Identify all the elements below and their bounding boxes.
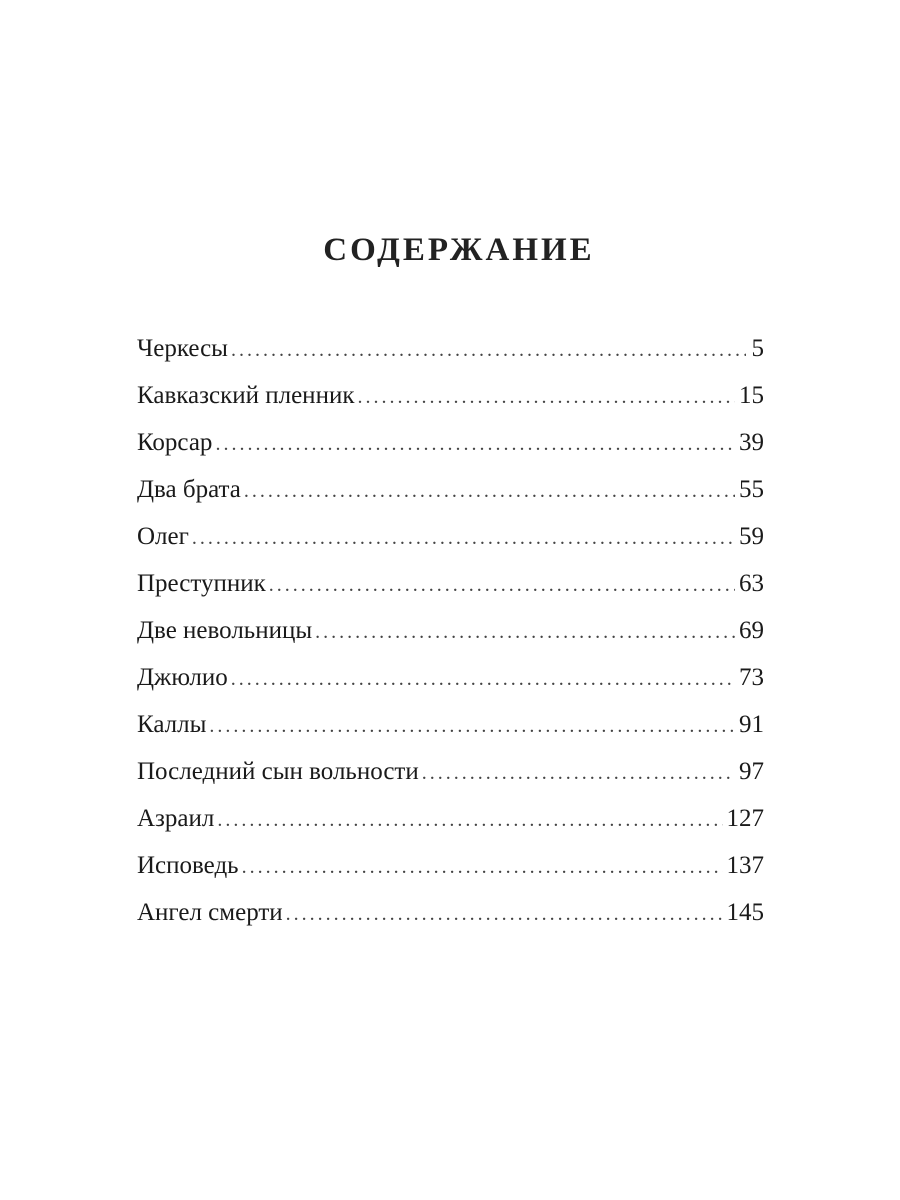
toc-entry-title: Преступник [137, 570, 266, 597]
toc-page-number: 63 [739, 570, 764, 597]
dot-leader [244, 472, 735, 510]
dot-leader [231, 660, 735, 698]
toc-page-number: 91 [739, 711, 764, 738]
toc-entry [137, 753, 764, 800]
table-of-contents [137, 330, 764, 941]
toc-page-number: 55 [739, 476, 764, 503]
toc-entry [137, 894, 764, 941]
toc-entry-title: Исповедь [137, 852, 239, 879]
toc-entry [137, 330, 764, 377]
toc-entry-title: Олег [137, 523, 189, 550]
toc-entry [137, 659, 764, 706]
toc-entry-title: Корсар [137, 429, 213, 456]
dot-leader [231, 331, 746, 369]
toc-page-number: 137 [726, 852, 764, 879]
dot-leader [357, 378, 735, 416]
dot-leader [242, 848, 723, 886]
toc-entry-title: Две невольницы [137, 617, 313, 644]
toc-entry [137, 800, 764, 847]
dot-leader [217, 801, 722, 839]
toc-entry [137, 424, 764, 471]
toc-entry-title: Два брата [137, 476, 241, 503]
toc-entry-title: Ангел смерти [137, 899, 283, 926]
toc-entry [137, 706, 764, 753]
toc-page-number: 145 [726, 899, 764, 926]
toc-entry [137, 612, 764, 659]
toc-page-number: 39 [739, 429, 764, 456]
toc-entry [137, 565, 764, 612]
toc-entry-title: Черкесы [137, 335, 228, 362]
toc-page-number: 5 [751, 335, 764, 362]
toc-entry [137, 471, 764, 518]
dot-leader [422, 754, 735, 792]
dot-leader [192, 519, 735, 557]
toc-page-number: 15 [739, 382, 764, 409]
toc-page-number: 69 [739, 617, 764, 644]
dot-leader [315, 613, 735, 651]
toc-entry [137, 377, 764, 424]
toc-page-number: 73 [739, 664, 764, 691]
page-title: СОДЕРЖАНИЕ [323, 232, 595, 268]
toc-entry-title: Каллы [137, 711, 207, 738]
toc-page-number: 59 [739, 523, 764, 550]
toc-entry-title: Азраил [137, 805, 215, 832]
toc-entry-title: Кавказский пленник [137, 382, 355, 409]
toc-page-number: 127 [726, 805, 764, 832]
toc-entry-title: Джюлио [137, 664, 228, 691]
dot-leader [209, 707, 735, 745]
dot-leader [269, 566, 735, 604]
toc-page-number: 97 [739, 758, 764, 785]
dot-leader [286, 895, 723, 933]
toc-entry-title: Последний сын вольности [137, 758, 419, 785]
toc-entry [137, 847, 764, 894]
dot-leader [215, 425, 735, 463]
toc-entry [137, 518, 764, 565]
